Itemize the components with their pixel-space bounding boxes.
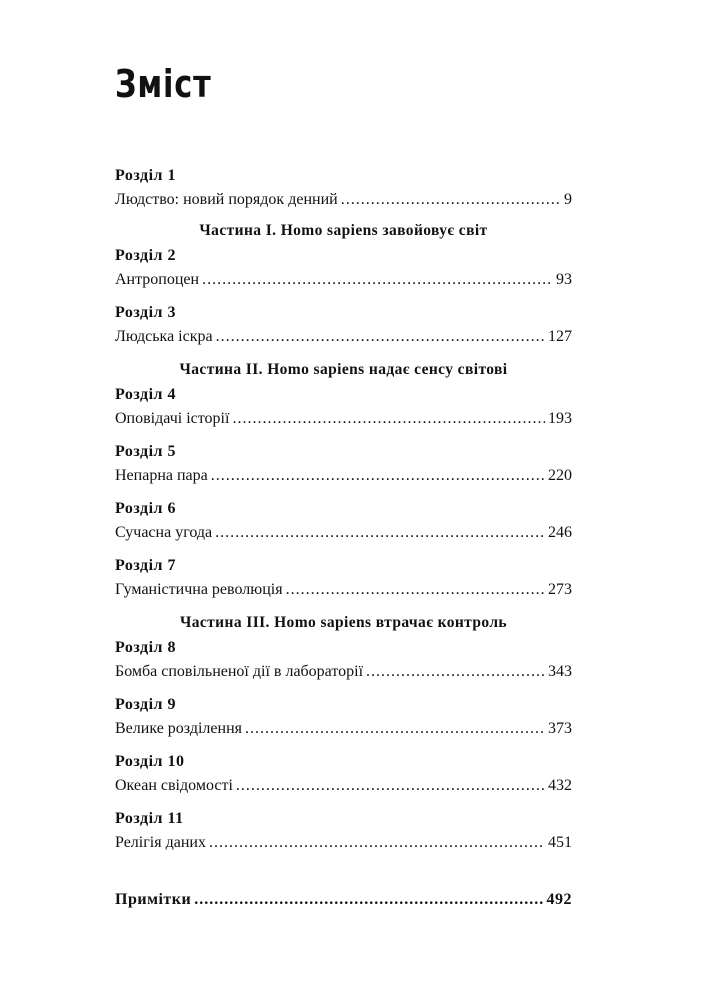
toc-entry-chapter-8 [115,636,572,684]
chapter-line [115,325,572,349]
chapter-heading: Розділ 4 [115,386,177,403]
chapter-title: Бомба сповільненої дії в лабораторії [115,663,364,680]
page-number: 127 [548,328,572,345]
chapter-title: Велике розділення [115,720,242,737]
toc-entry-chapter-2 [115,244,572,292]
dot-leader [194,888,543,912]
chapter-heading: Розділ 9 [115,696,177,713]
chapter-heading: Розділ 8 [115,639,177,656]
chapter-title: Релігія даних [115,834,206,851]
dot-leader [341,188,561,212]
dot-leader [216,325,545,349]
chapter-title: Людство: новий порядок денний [115,191,338,208]
toc-entry-chapter-4 [115,383,572,431]
page-number: 373 [548,720,572,737]
toc-entry-chapter-5 [115,440,572,488]
chapter-line [115,268,572,292]
toc-entry-chapter-7 [115,554,572,602]
toc-entry-chapter-9 [115,693,572,741]
part-1-heading: Частина І. Homo sapiens завойовує світ [199,222,488,239]
part-2-heading: Частина ІІ. Homo sapiens надає сенсу світові [179,361,508,378]
page-number: 93 [556,271,572,288]
toc-entry-chapter-10 [115,750,572,798]
chapter-title: Гуманістична революція [115,581,283,598]
chapter-title: Сучасна угода [115,524,213,541]
dot-leader [211,464,545,488]
toc-entry-chapter-6 [115,497,572,545]
dot-leader [209,831,545,855]
chapter-line [115,407,572,431]
chapter-heading: Розділ 6 [115,500,177,517]
page-number: 432 [548,777,572,794]
chapter-title: Непарна пара [115,467,208,484]
chapter-line [115,831,572,855]
chapter-line [115,188,572,212]
chapter-title: Людська іскра [115,328,213,345]
page-number: 492 [546,891,572,908]
chapter-heading: Розділ 10 [115,753,185,770]
chapter-heading: Розділ 1 [115,167,177,184]
chapter-line [115,521,572,545]
chapter-title: Оповідачі історії [115,410,230,427]
dot-leader [286,578,545,602]
chapter-heading: Розділ 7 [115,557,177,574]
part-3-heading: Частина ІІІ. Homo sapiens втрачає контроль [179,614,508,631]
page-number: 343 [548,663,572,680]
toc-entry-notes [115,888,572,912]
chapter-title: Океан свідомості [115,777,233,794]
chapter-line [115,660,572,684]
toc-entry-chapter-3 [115,301,572,349]
toc-entry-chapter-1 [115,164,572,212]
dot-leader [366,660,545,684]
page-number: 451 [548,834,572,851]
chapter-heading: Розділ 3 [115,304,177,321]
dot-leader [232,407,545,431]
dot-leader [215,521,545,545]
dot-leader [202,268,553,292]
page-number: 193 [548,410,572,427]
notes-title: Примітки [115,891,192,908]
notes-line [115,888,572,912]
chapter-line [115,774,572,798]
page-number: 9 [564,191,572,208]
chapter-line [115,717,572,741]
chapter-heading: Розділ 11 [115,810,184,827]
toc-entry-chapter-11 [115,807,572,855]
chapter-heading: Розділ 5 [115,443,177,460]
chapter-line [115,464,572,488]
page-number: 246 [548,524,572,541]
chapter-heading: Розділ 2 [115,247,177,264]
chapter-line [115,578,572,602]
page-number: 273 [548,581,572,598]
page-title: Зміст [115,62,212,106]
dot-leader [236,774,545,798]
table-of-contents [115,160,572,912]
chapter-title: Антропоцен [115,271,200,288]
page-number: 220 [548,467,572,484]
dot-leader [245,717,545,741]
